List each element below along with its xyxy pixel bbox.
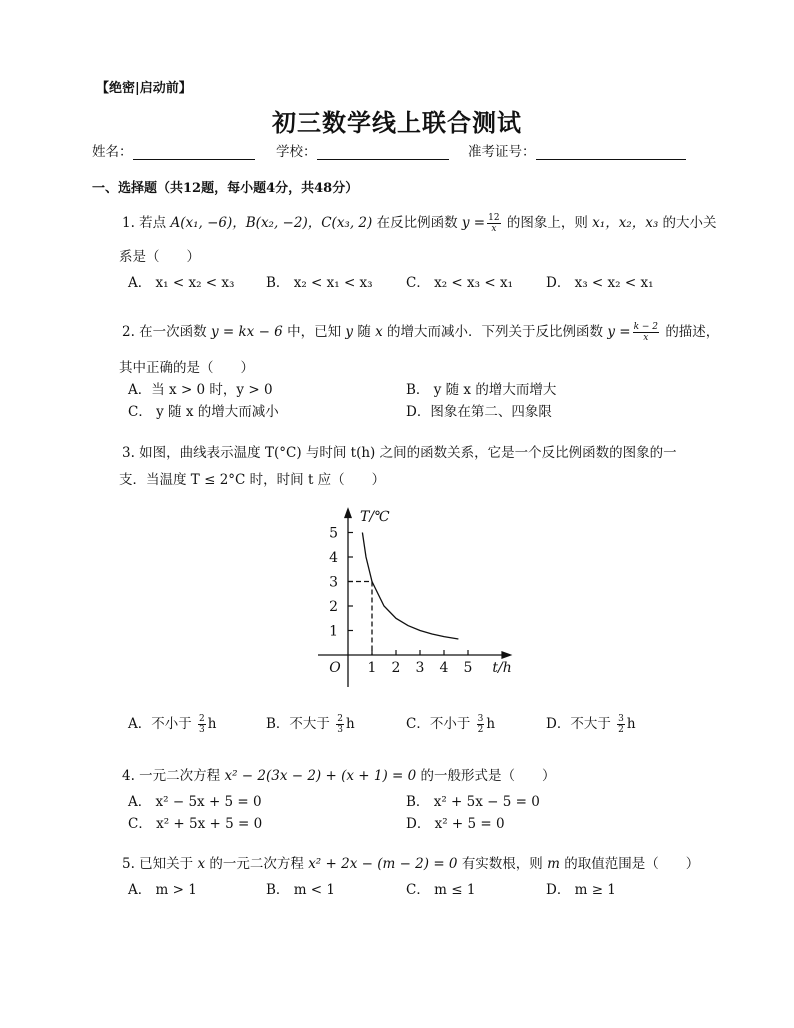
q1-option-d[interactable]: D． x₃ < x₂ < x₁: [546, 275, 654, 291]
q1-stem-a: 1. 若点: [122, 215, 167, 231]
q3-opt-b-den: 3: [337, 725, 343, 735]
x-tick-label-4: 4: [439, 660, 449, 676]
q2-fraction: [633, 322, 659, 343]
school-label: 学校：: [276, 144, 317, 160]
q4-stem-a: 4. 一元二次方程: [122, 768, 221, 784]
confidential-seal: 【绝密|启动前】: [96, 81, 192, 96]
q1-fraction: [487, 213, 500, 234]
q2-x-var: x: [375, 324, 383, 340]
q5-stem-c: 有实数根，则: [461, 856, 543, 872]
q1-points: A(x₁, −6)，B(x₂, −2)，C(x₃, 2): [170, 215, 373, 231]
q5-m-var: m: [547, 856, 560, 872]
q5-stem-b: 的一元二次方程: [209, 856, 304, 872]
y-tick-label-4: 4: [329, 550, 338, 566]
q3-opt-c-num: 3: [477, 714, 484, 724]
q3-opt-c-frac: [477, 714, 485, 735]
q3-option-d[interactable]: [546, 712, 636, 735]
x-axis-arrow: [501, 651, 512, 659]
question-1-stem: [122, 213, 717, 234]
exam-id-field-group: [468, 140, 686, 160]
q2-frac-num: k − 2: [633, 322, 659, 332]
q3-opt-a-den: 3: [199, 725, 205, 735]
q3-opt-b-unit: h: [345, 716, 355, 732]
q2-frac-den: x: [643, 333, 649, 343]
series-line-T: [362, 533, 458, 640]
q2-y-var: y: [345, 324, 354, 340]
q3-opt-c-text: C．不小于: [406, 716, 471, 732]
q4-option-b[interactable]: B． x² + 5x − 5 = 0: [406, 794, 540, 810]
q2-option-b[interactable]: B． y 随 x 的增大而增大: [406, 382, 557, 398]
q3-opt-c-den: 2: [477, 725, 484, 735]
q3-opt-d-text: D．不大于: [546, 716, 611, 732]
q3-option-a[interactable]: [128, 712, 216, 735]
q1-frac-den: x: [491, 224, 497, 234]
q2-stem-c: 随: [357, 324, 371, 340]
q1-option-b[interactable]: B． x₂ < x₁ < x₃: [266, 275, 373, 291]
q5-x-var: x: [197, 856, 206, 872]
q5-stem-d: 的取值范围是（ ）: [564, 856, 700, 872]
q2-stem-e: 的描述，: [665, 324, 720, 340]
y-tick-label-5: 5: [329, 525, 338, 542]
q4-option-a[interactable]: A． x² − 5x + 5 = 0: [128, 794, 262, 810]
q2-stem-d: 的增大而减小．下列关于反比例函数: [387, 324, 604, 340]
question-5-stem: [122, 855, 699, 873]
q1-stem-d: 的大小关: [662, 215, 717, 231]
x-axis-label: t/h: [492, 660, 512, 676]
q3-opt-b-frac: [336, 714, 344, 735]
exam-id-label: 准考证号：: [468, 144, 536, 160]
q3-opt-a-frac: [198, 714, 206, 735]
q3-option-c[interactable]: [406, 712, 495, 735]
q5-option-c[interactable]: C． m ≤ 1: [406, 882, 476, 898]
x-tick-label-1: 1: [367, 660, 377, 676]
name-blank[interactable]: [133, 145, 255, 160]
y-tick-label-1: 1: [329, 623, 338, 640]
q1-vars: x₁，x₂，x₃: [592, 215, 659, 231]
q1-frac-num: 12: [488, 213, 500, 223]
q2-option-a[interactable]: A．当 x > 0 时，y > 0: [128, 382, 273, 398]
q3-stem-line1: 3. 如图，曲线表示温度 T(°C) 与时间 t(h) 之间的函数关系，它是一个反比例函数的图象的一: [122, 445, 677, 461]
q2-func-lhs: y =: [607, 324, 631, 340]
name-label: 姓名：: [92, 144, 133, 160]
section-heading: 一、选择题（共12题，每小题4分，共48分）: [92, 181, 359, 196]
q3-opt-d-num: 3: [618, 714, 624, 724]
school-blank[interactable]: [317, 145, 449, 160]
q3-opt-d-den: 2: [618, 725, 624, 735]
q1-stem-b: 在反比例函数: [376, 215, 458, 231]
origin-label: O: [329, 660, 341, 676]
q2-option-d[interactable]: D．图象在第二、四象限: [406, 404, 552, 420]
q3-opt-b-text: B．不大于: [266, 716, 330, 732]
q1-func-lhs: y =: [461, 215, 486, 231]
q2-option-c[interactable]: C． y 随 x 的增大而减小: [128, 404, 279, 420]
q5-option-d[interactable]: D． m ≥ 1: [546, 882, 616, 898]
q2-stem-a: 2. 在一次函数: [122, 324, 207, 340]
x-tick-label-2: 2: [391, 660, 401, 676]
question-2-stem: [122, 322, 719, 343]
guide-dashed-lines: [348, 582, 372, 656]
page-title: 初三数学线上联合测试: [272, 108, 522, 137]
q5-stem-a: 5. 已知关于: [122, 856, 194, 872]
q3-opt-d-frac: [617, 714, 625, 735]
exam-id-blank[interactable]: [536, 145, 686, 160]
q3-opt-a-unit: h: [207, 716, 217, 732]
y-tick-label-3: 3: [329, 574, 338, 591]
q2-stem-line2: 其中正确的是（ ）: [119, 360, 254, 376]
q4-equation: x² − 2(3x − 2) + (x + 1) = 0: [224, 768, 417, 784]
q1-stem-c: 的图象上，则: [506, 215, 588, 231]
y-axis-label: T/℃: [360, 509, 390, 526]
q1-option-a[interactable]: A． x₁ < x₂ < x₃: [128, 275, 235, 291]
school-field-group: [276, 140, 449, 160]
q3-opt-a-num: 2: [199, 714, 205, 724]
q3-stem-line2: 支．当温度 T ≤ 2°C 时，时间 t 应（ ）: [119, 472, 386, 488]
x-tick-label-3: 3: [415, 660, 425, 676]
q3-opt-b-num: 2: [337, 714, 343, 724]
q2-linear: y = kx − 6: [210, 324, 283, 340]
q4-option-d[interactable]: D． x² + 5 = 0: [406, 816, 505, 832]
q5-equation: x² + 2x − (m − 2) = 0: [308, 856, 458, 872]
q5-option-b[interactable]: B． m < 1: [266, 882, 335, 898]
q5-option-a[interactable]: A． m > 1: [128, 882, 197, 898]
name-field-group: [92, 140, 255, 160]
q3-option-b[interactable]: [266, 712, 355, 735]
q4-option-c[interactable]: C． x² + 5x + 5 = 0: [128, 816, 263, 832]
q3-opt-c-unit: h: [486, 716, 496, 732]
q2-stem-b: 中，已知: [287, 324, 342, 340]
axis-ticks: [329, 526, 472, 677]
q3-chart: [300, 495, 520, 695]
y-axis-arrow: [344, 507, 352, 518]
q4-stem-b: 的一般形式是（ ）: [420, 768, 556, 784]
q3-opt-a-text: A．不小于: [128, 716, 192, 732]
q1-option-c[interactable]: C． x₂ < x₃ < x₁: [406, 275, 513, 291]
q3-opt-d-unit: h: [626, 716, 636, 732]
y-tick-label-2: 2: [329, 599, 338, 615]
x-tick-label-5: 5: [463, 660, 473, 676]
question-4-stem: [122, 767, 556, 785]
q1-stem-line2: 系是（ ）: [119, 249, 200, 265]
